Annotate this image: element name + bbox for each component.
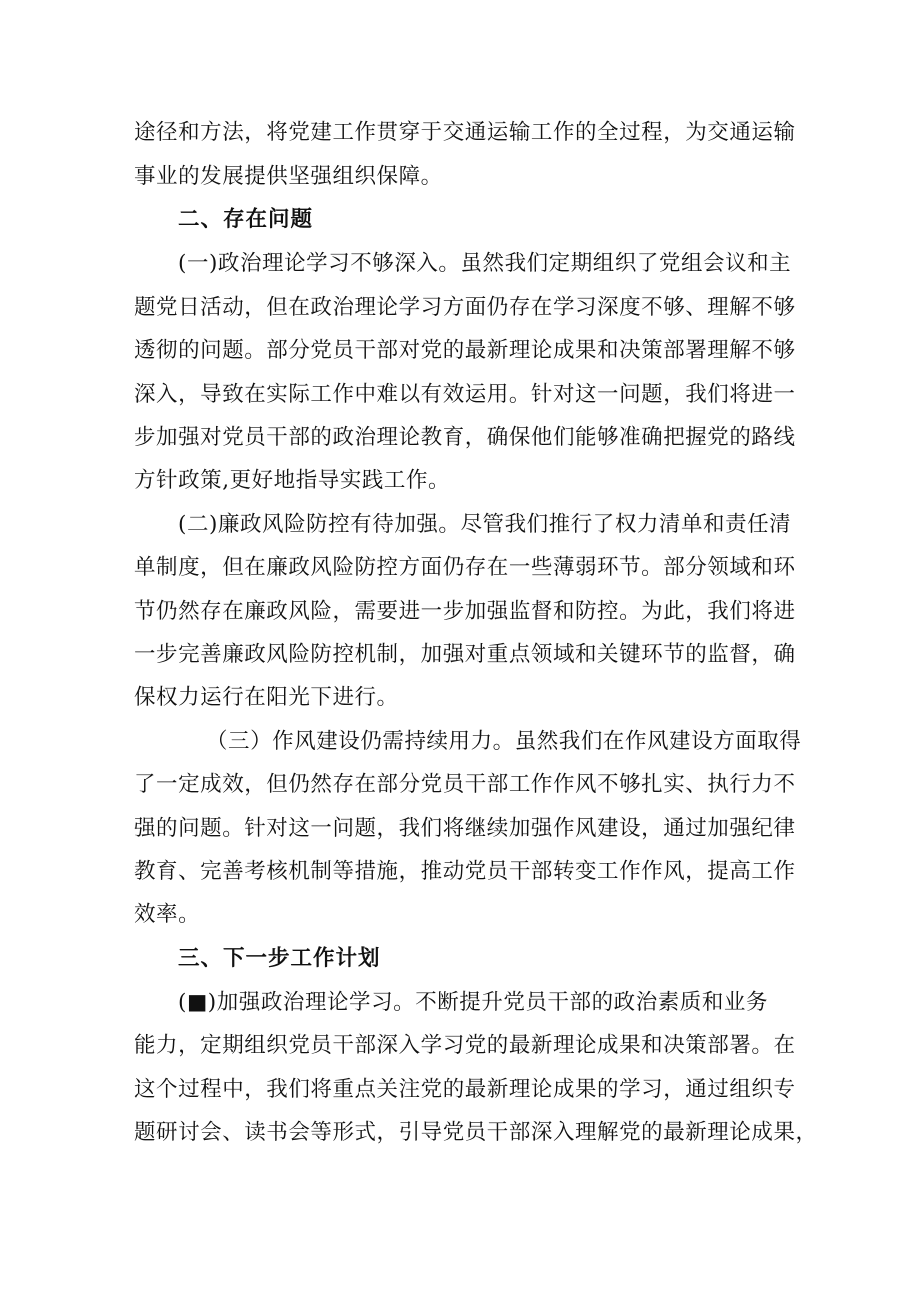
paragraph-line: 方针政策,更好地指导实践工作。 xyxy=(134,468,451,493)
paragraph-line: （三）作风建设仍需持续用力。虽然我们在作风建设方面取得 xyxy=(206,729,802,754)
paragraph-line: 强的问题。针对这一问题，我们将继续加强作风建设，通过加强纪律 xyxy=(134,816,796,841)
paragraph-line: (■)加强政治理论学习。不断提升党员干部的政治素质和业务 xyxy=(178,990,768,1015)
paragraph-line: 能力，定期组织党员干部深入学习党的最新理论成果和决策部署。在 xyxy=(134,1033,796,1058)
paragraph-line: (一)政治理论学习不够深入。虽然我们定期组织了党组会议和主 xyxy=(178,251,792,276)
paragraph-line: 途径和方法，将党建工作贯穿于交通运输工作的全过程，为交通运输 xyxy=(134,120,796,145)
paragraph-line: 深入，导致在实际工作中难以有效运用。针对这一问题，我们将进一 xyxy=(134,382,796,407)
paragraph-line: 单制度，但在廉政风险防控方面仍存在一些薄弱环节。部分领域和环 xyxy=(134,555,796,580)
paragraph-line: 事业的发展提供坚强组织保障。 xyxy=(134,164,443,189)
paragraph-line: 节仍然存在廉政风险，需要进一步加强监督和防控。为此，我们将进 xyxy=(134,599,796,624)
paragraph-line: 教育、完善考核机制等措施，推动党员干部转变工作作风，提高工作 xyxy=(134,859,796,884)
paragraph-line: (二)廉政风险防控有待加强。尽管我们推行了权力清单和责任清 xyxy=(178,512,792,537)
paragraph-line: 一步完善廉政风险防控机制，加强对重点领域和关键环节的监督，确 xyxy=(134,642,796,667)
section-heading: 三、下一步工作计划 xyxy=(178,946,381,971)
paragraph-line: 效率。 xyxy=(134,902,201,927)
paragraph-line: 了一定成效，但仍然存在部分党员干部工作作风不够扎实、执行力不 xyxy=(134,772,796,797)
paragraph-line: 题党日活动，但在政治理论学习方面仍存在学习深度不够、理解不够 xyxy=(134,295,796,320)
section-heading: 二、存在问题 xyxy=(178,207,314,232)
paragraph-line: 步加强对党员干部的政治理论教育，确保他们能够准确把握党的路线 xyxy=(134,425,796,450)
paragraph-line: 这个过程中，我们将重点关注党的最新理论成果的学习，通过组织专 xyxy=(134,1077,796,1102)
paragraph-line: 题研讨会、读书会等形式，引导党员干部深入理解党的最新理论成果， xyxy=(134,1120,818,1145)
paragraph-line: 保权力运行在阳光下进行。 xyxy=(134,685,399,710)
paragraph-line: 透彻的问题。部分党员干部对党的最新理论成果和决策部署理解不够 xyxy=(134,338,796,363)
